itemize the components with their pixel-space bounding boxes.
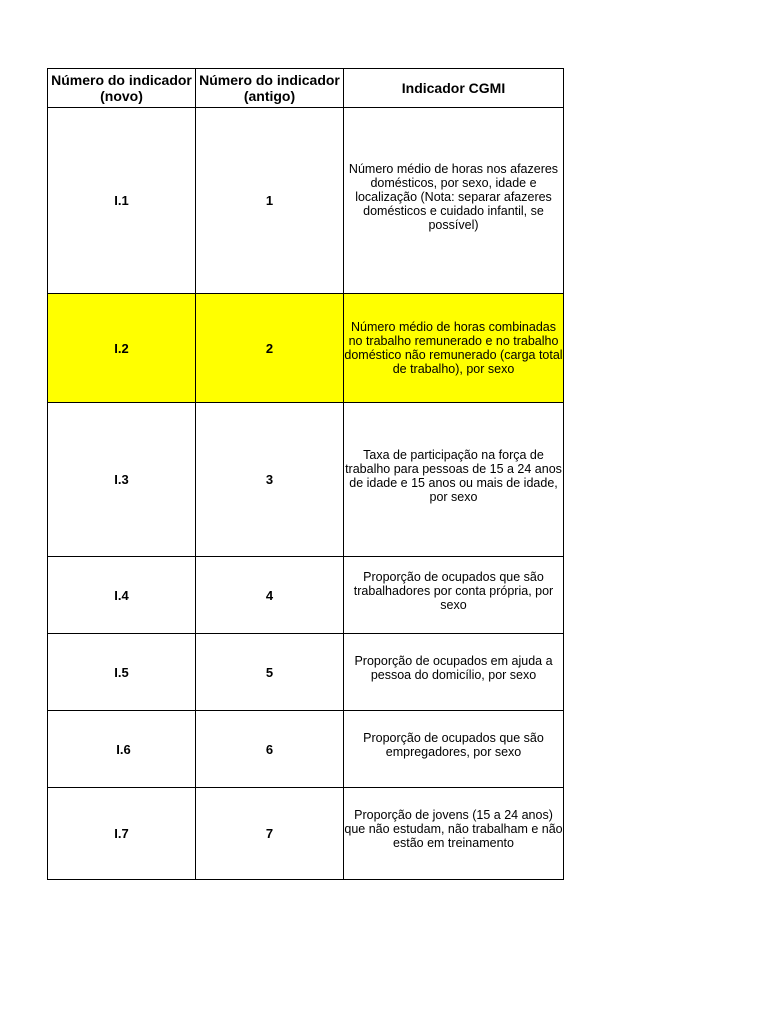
indicador-description: Proporção de ocupados que são empregadores, por sexo: [363, 731, 544, 759]
header-indicador-cgmi: Indicador CGMI: [344, 69, 564, 108]
cell-numero-antigo: [196, 403, 344, 557]
cell-numero-antigo: [196, 788, 344, 880]
indicador-description: Proporção de ocupados em ajuda a pessoa do domicílio, por sexo: [354, 654, 553, 682]
numero-novo-value: I.4: [114, 587, 129, 603]
cell-indicador: [344, 294, 564, 403]
cell-numero-novo: [48, 788, 196, 880]
cell-numero-novo: [48, 108, 196, 294]
numero-novo-value: I.3: [114, 472, 129, 487]
table-row: [48, 711, 564, 788]
numero-antigo-value: 5: [265, 664, 274, 680]
numero-antigo-value: 7: [265, 826, 274, 841]
indicador-description: Taxa de participação na força de trabalho para pessoas de 15 a 24 anos de idade e 15 anos ou mais de idade, por sexo: [345, 447, 562, 504]
numero-novo-value: I.6: [116, 741, 131, 757]
header-numero-antigo: Número do indicador (antigo): [196, 69, 344, 108]
numero-antigo-value: 4: [265, 587, 274, 603]
table-row: [48, 557, 564, 634]
numero-novo-value: I.7: [114, 826, 129, 841]
cell-numero-antigo: [196, 557, 344, 634]
indicador-description: Proporção de jovens (15 a 24 anos) que não estudam, não trabalham e não estão em treinamento: [344, 807, 563, 850]
indicador-description: Número médio de horas nos afazeres domésticos, por sexo, idade e localização (Nota: separar afazeres domésticos e cuidado infantil, se possível): [348, 161, 559, 232]
numero-antigo-value: 6: [265, 741, 274, 757]
header-numero-novo: Número do indicador (novo): [48, 69, 196, 108]
cell-indicador: [344, 557, 564, 634]
cell-numero-antigo: [196, 634, 344, 711]
header-row: [48, 69, 564, 108]
cell-numero-novo: [48, 634, 196, 711]
cell-numero-novo: [48, 403, 196, 557]
numero-novo-value: I.2: [114, 340, 129, 356]
cell-indicador: [344, 108, 564, 294]
numero-antigo-value: 3: [265, 472, 274, 487]
cell-numero-novo: [48, 557, 196, 634]
cell-indicador: [344, 634, 564, 711]
cell-numero-novo: [48, 294, 196, 403]
cell-numero-antigo: [196, 108, 344, 294]
numero-antigo-value: 1: [265, 193, 274, 208]
numero-antigo-value: 2: [265, 340, 274, 356]
indicador-description: Proporção de ocupados que são trabalhadores por conta própria, por sexo: [353, 570, 554, 612]
cell-indicador: [344, 788, 564, 880]
table-row: [48, 634, 564, 711]
table-row: [48, 403, 564, 557]
numero-novo-value: I.1: [114, 193, 129, 208]
table-row: [48, 788, 564, 880]
indicator-table: [47, 68, 564, 880]
table-row-highlighted: [48, 294, 564, 403]
numero-novo-value: I.5: [114, 664, 129, 680]
cell-numero-novo: [48, 711, 196, 788]
indicador-description: Número médio de horas combinadas no trabalho remunerado e no trabalho doméstico não remunerado (carga total de trabalho), por sexo: [344, 320, 563, 376]
cell-indicador: [344, 711, 564, 788]
cell-numero-antigo: [196, 711, 344, 788]
cell-numero-antigo: [196, 294, 344, 403]
cell-indicador: [344, 403, 564, 557]
table-row: [48, 108, 564, 294]
